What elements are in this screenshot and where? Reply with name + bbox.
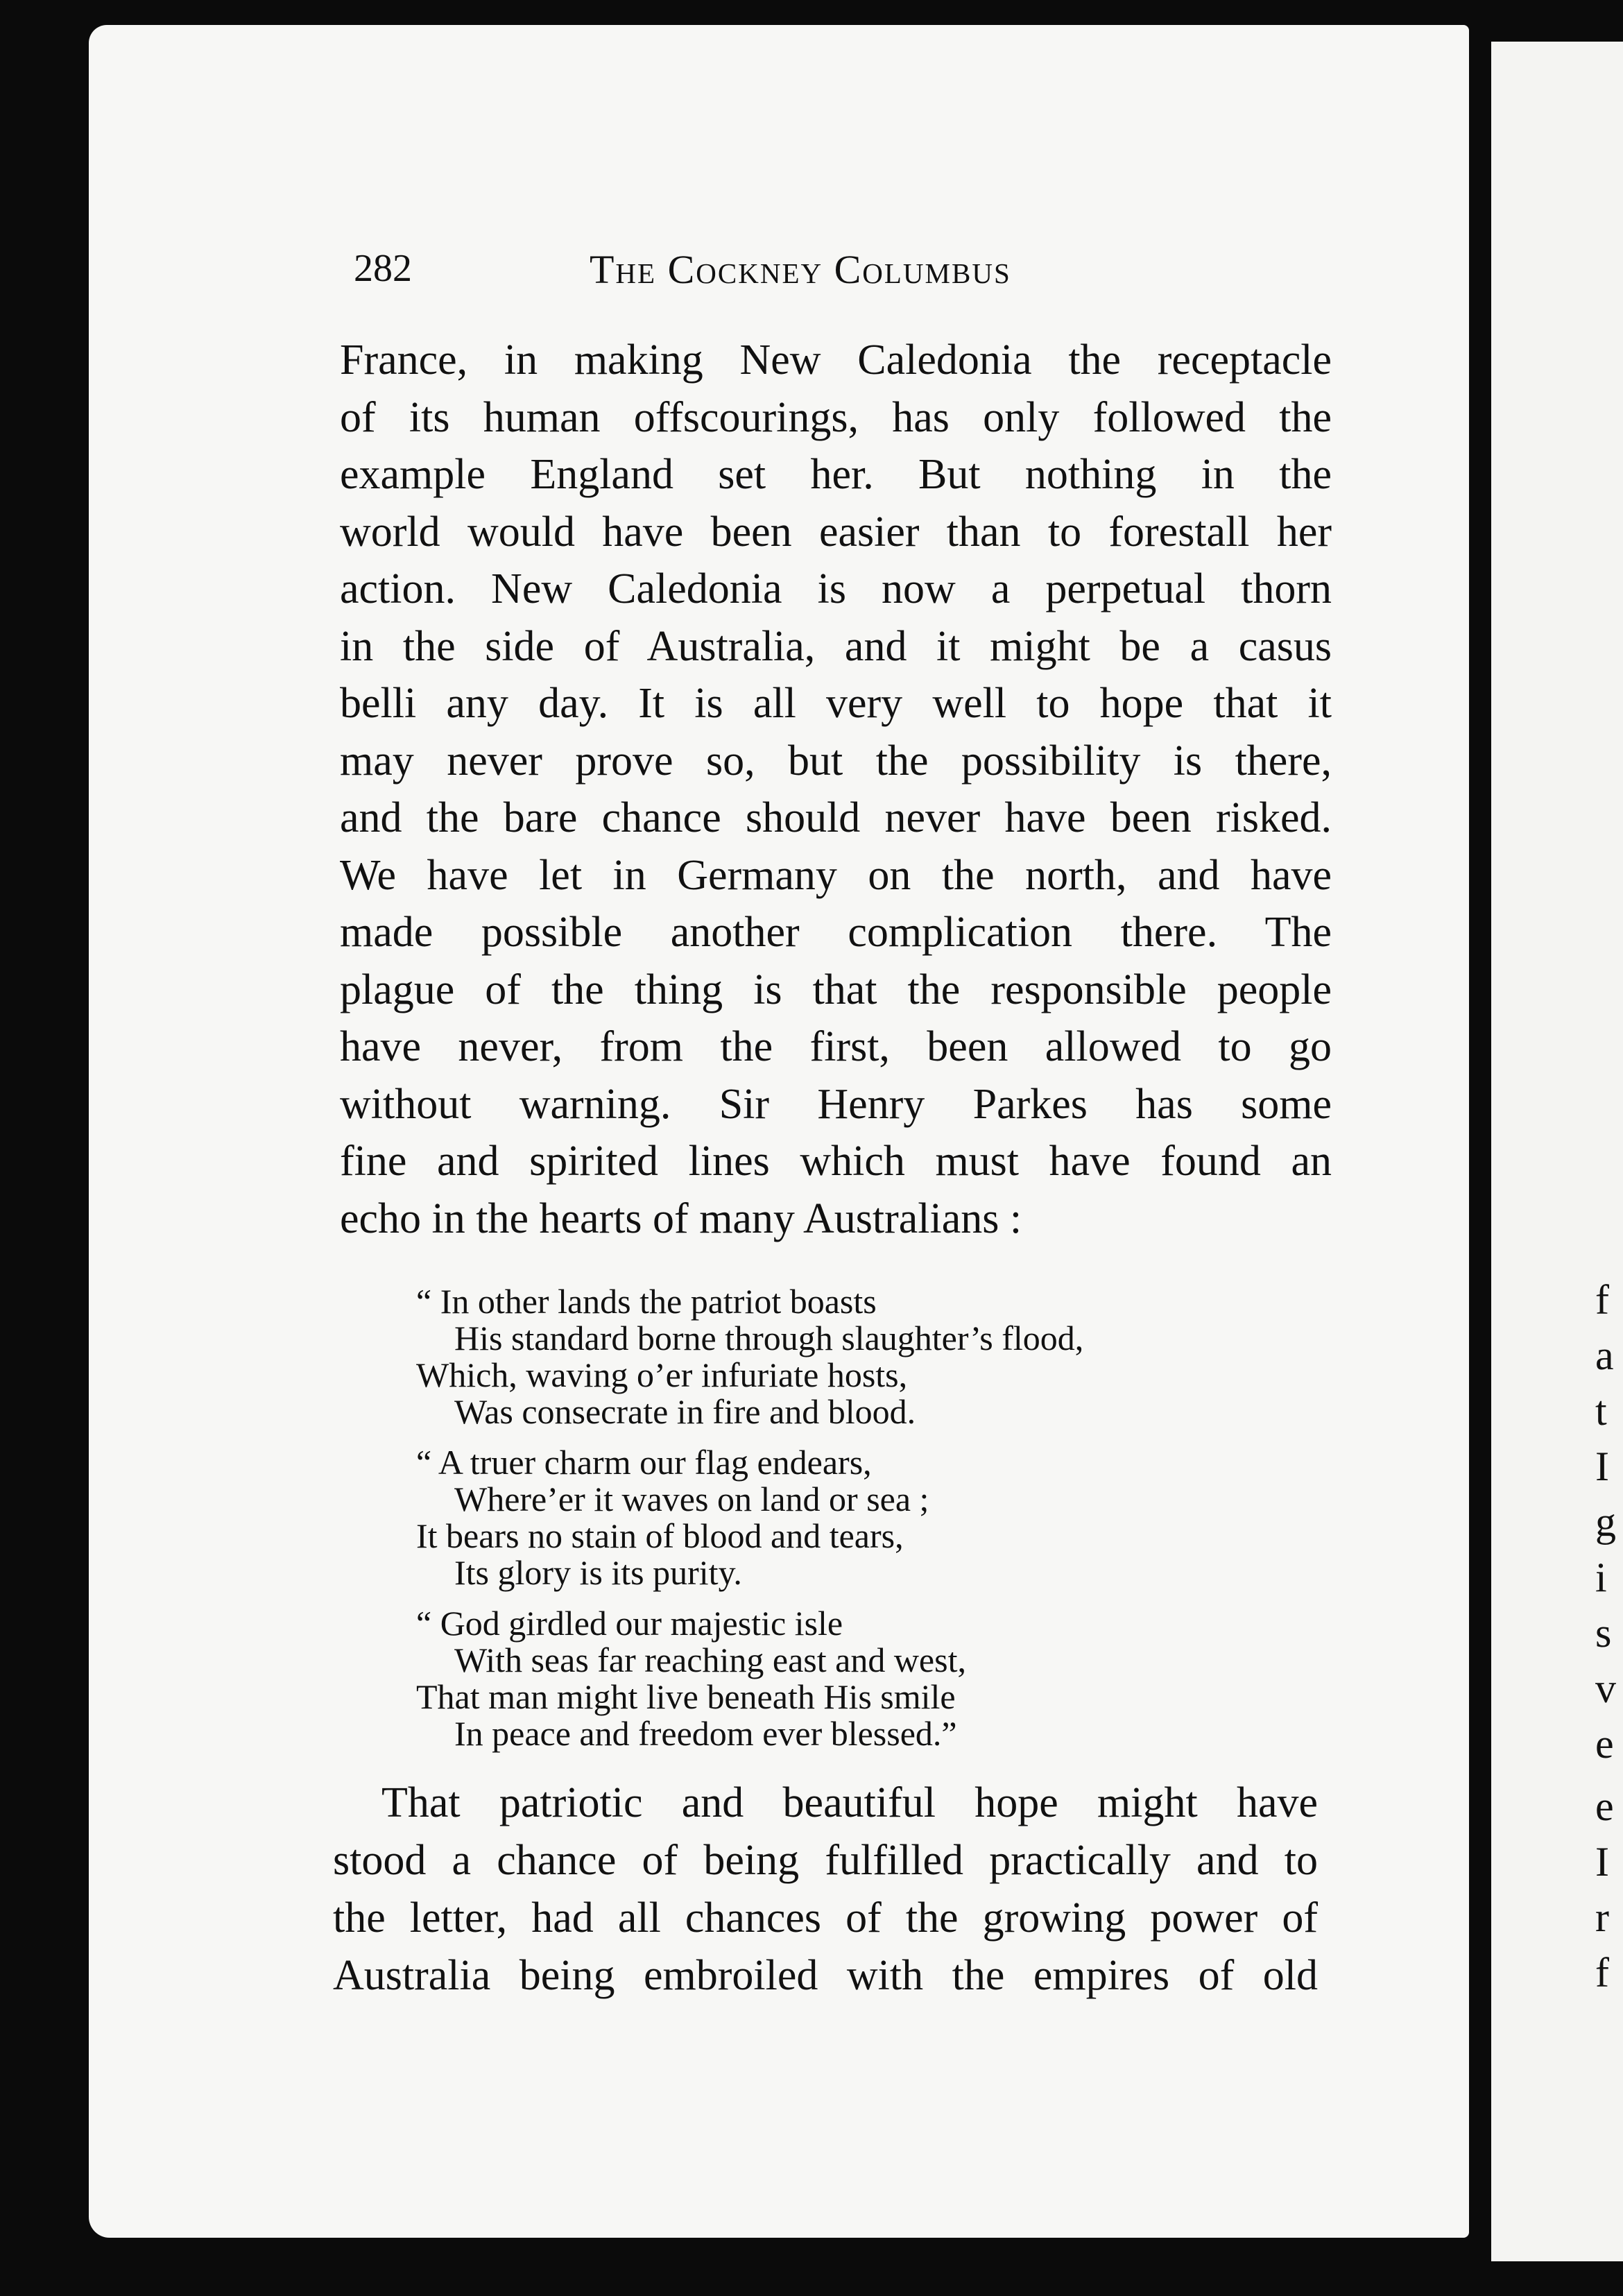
facing-page-char: e — [1595, 1783, 1614, 1829]
stanza — [416, 1605, 1318, 1752]
facing-page-char: v — [1595, 1665, 1616, 1711]
verse-line: It bears no stain of blood and tears, — [416, 1516, 904, 1555]
text-line: without warning. Sir Henry Parkes has some — [340, 1080, 1332, 1128]
text-line: made possible another complication there. The — [340, 909, 1332, 956]
verse-line: “ A truer charm our flag endears, — [416, 1443, 872, 1482]
text-line: plague of the thing is that the responsible people — [340, 966, 1332, 1013]
facing-page-char: I — [1595, 1443, 1609, 1489]
facing-page-char: f — [1595, 1277, 1609, 1323]
text-line: of its human offscourings, has only followed the — [340, 393, 1332, 441]
verse-line: Where’er it waves on land or sea ; — [454, 1480, 929, 1518]
text-line: have never, from the first, been allowed to go — [340, 1023, 1332, 1070]
body-paragraph — [340, 332, 1332, 1247]
facing-page-char: a — [1595, 1333, 1614, 1378]
verse-line: “ God girdled our majestic isle — [416, 1604, 843, 1643]
facing-page-char: e — [1595, 1721, 1614, 1767]
text-line: action. New Caledonia is now a perpetual thorn — [340, 565, 1332, 612]
text-line: fine and spirited lines which must have found an — [340, 1138, 1332, 1185]
stanza — [416, 1283, 1318, 1430]
verse-quotation — [416, 1283, 1318, 1766]
text-line: echo in the hearts of many Australians : — [340, 1194, 1022, 1242]
verse-line: In peace and freedom ever blessed.” — [454, 1714, 957, 1753]
closing-paragraph — [333, 1774, 1318, 2005]
facing-page-char: g — [1595, 1499, 1616, 1545]
facing-page-char: f — [1595, 1950, 1609, 1996]
text-line: example England set her. But nothing in the — [340, 451, 1332, 498]
facing-page-char: r — [1595, 1894, 1609, 1940]
page-number: 282 — [354, 247, 412, 290]
verse-line: Its glory is its purity. — [454, 1553, 742, 1592]
facing-page-char: i — [1595, 1554, 1607, 1600]
verse-line: With seas far reaching east and west, — [454, 1640, 966, 1679]
text-line: Australia being embroiled with the empires of old — [333, 1952, 1318, 1999]
text-line: in the side of Australia, and it might be a casus — [340, 622, 1332, 670]
verse-line: His standard borne through slaughter’s flood, — [454, 1319, 1084, 1357]
verse-line: That man might live beneath His smile — [416, 1677, 956, 1716]
text-line: and the bare chance should never have been risked. — [340, 794, 1332, 841]
text-line: world would have been easier than to forestall her — [340, 508, 1332, 556]
facing-page-char: t — [1595, 1388, 1607, 1434]
text-line: France, in making New Caledonia the receptacle — [340, 336, 1332, 384]
stanza — [416, 1444, 1318, 1591]
text-line: stood a chance of being fulfilled practically and to — [333, 1837, 1318, 1884]
facing-page-char: I — [1595, 1839, 1609, 1885]
verse-line: “ In other lands the patriot boasts — [416, 1282, 877, 1321]
verse-line: Was consecrate in fire and blood. — [454, 1392, 916, 1431]
facing-page-char: s — [1595, 1610, 1612, 1656]
text-line: the letter, had all chances of the growing power of — [333, 1894, 1318, 1942]
running-header — [354, 246, 1325, 302]
verse-line: Which, waving o’er infuriate hosts, — [416, 1355, 908, 1394]
running-title: The Cockney Columbus — [590, 247, 1011, 292]
text-line: We have let in Germany on the north, and have — [340, 851, 1332, 899]
text-line: may never prove so, but the possibility is there, — [340, 737, 1332, 785]
text-line: That patriotic and beautiful hope might have — [381, 1779, 1318, 1826]
text-line: belli any day. It is all very well to hope that it — [340, 680, 1332, 727]
